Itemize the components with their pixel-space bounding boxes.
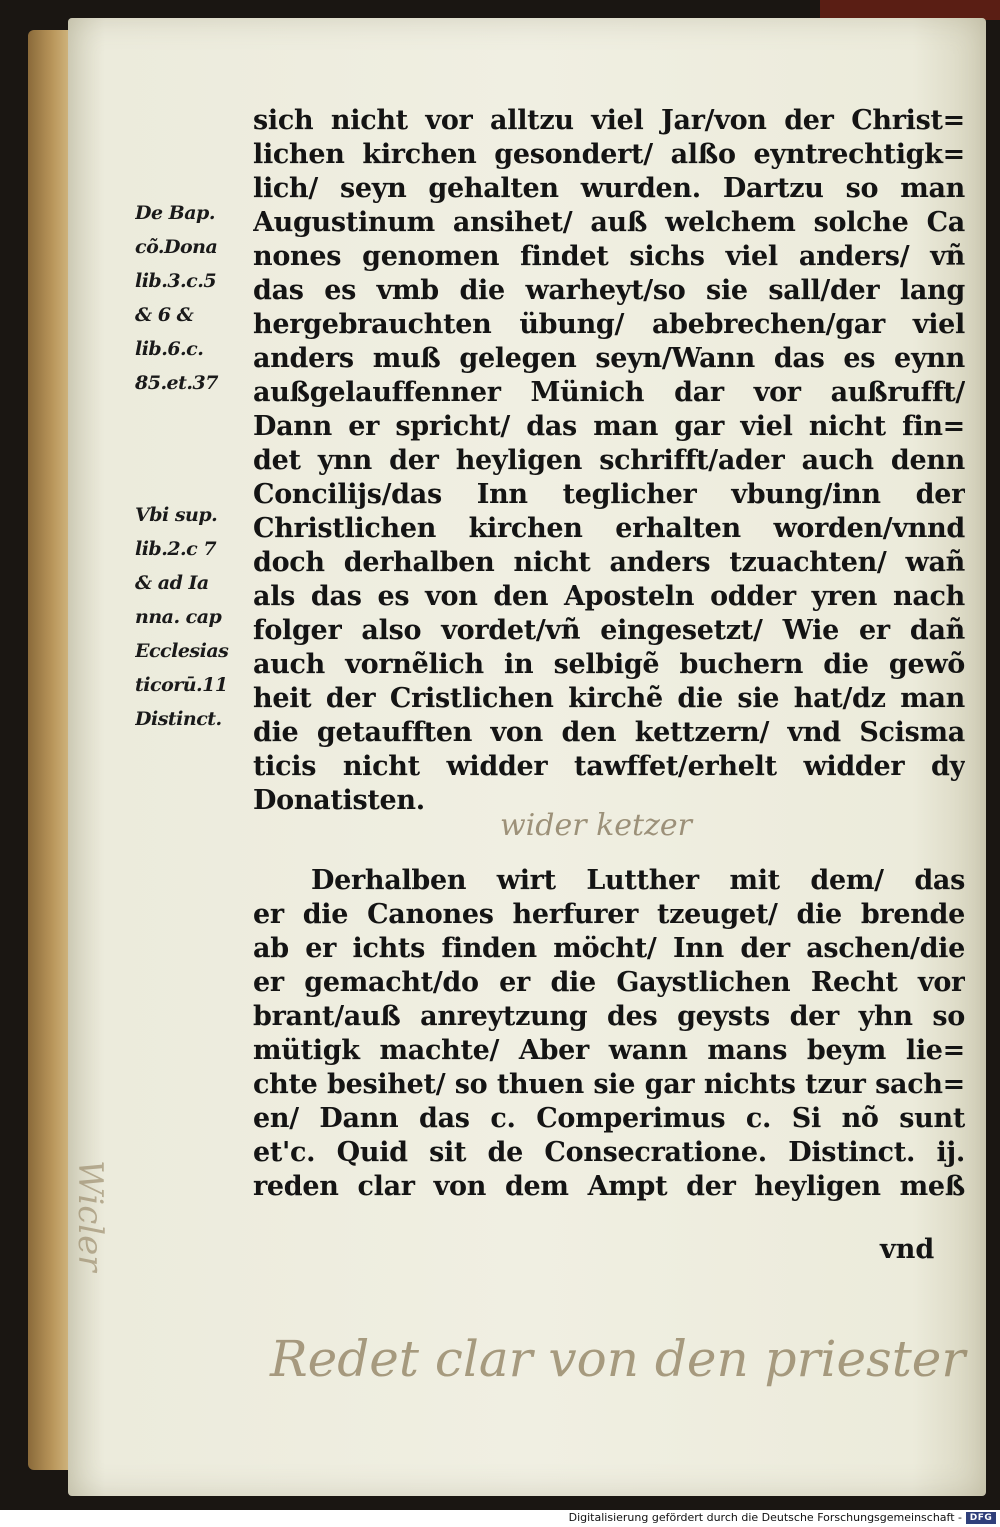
digitization-footer [0,1510,1000,1527]
text-line: hergebrauchten übung/ abebrechen/gar viel [253,309,965,340]
text-line: ticis nicht widder tawffet/erhelt widder dy [253,751,965,782]
paragraph [253,864,965,1204]
paragraph [253,104,965,818]
margin-line: cõ.Dona [135,236,218,258]
funding-credit: Digitalisierung gefördert durch die Deutsche Forschungsgemeinschaft - [568,1511,962,1524]
text-line: reden clar von dem Ampt der heyligen meß [253,1171,965,1202]
margin-line: Ecclesias [135,640,229,662]
catchword: vnd [880,1234,935,1265]
marginal-notes [135,196,253,736]
margin-reference-block [135,498,253,736]
handwritten-bottom-note: Redet clar von den priester [270,1330,966,1388]
margin-line: & 6 & [135,304,194,326]
margin-reference-block [135,196,253,400]
text-line: anders muß gelegen seyn/Wann das es eynn [253,343,965,374]
text-line: das es vmb die warheyt/so sie sall/der lang [253,275,965,306]
margin-line: De Bap. [135,202,215,224]
margin-line: & ad Ia [135,572,209,594]
text-line: lichen kirchen gesondert/ alßo eyntrechtigk= [253,139,965,170]
text-line: doch derhalben nicht anders tzuachten/ wañ [253,547,965,578]
text-line: lich/ seyn gehalten wurden. Dartzu so man [253,173,965,204]
text-line: et'c. Quid sit de Consecratione. Distinct. ij. [253,1137,965,1168]
margin-line: Distinct. [135,708,222,730]
text-line: mütigk machte/ Aber wann mans beym lie= [253,1035,965,1066]
margin-line: ticorū.11 [135,674,228,696]
text-line: sich nicht vor alltzu viel Jar/von der Christ= [253,105,965,136]
margin-line: nna. cap [135,606,222,628]
text-line: außgelauffenner Münich dar vor außrufft/ [253,377,965,408]
margin-line: lib.2.c 7 [135,538,217,560]
margin-line: Vbi sup. [135,504,218,526]
text-line: ab er ichts finden möcht/ Inn der aschen/die [253,933,965,964]
text-line: chte besihet/ so thuen sie gar nichts tzur sach= [253,1069,965,1100]
text-line: er die Canones herfurer tzeuget/ die brende [253,899,965,930]
text-line: det ynn der heyligen schrifft/ader auch denn [253,445,965,476]
margin-line: lib.3.c.5 [135,270,217,292]
text-line: die getaufften von den kettzern/ vnd Scisma [253,717,965,748]
handwritten-annotation: wider ketzer [500,808,692,843]
text-line: brant/auß anreytzung des geysts der yhn so [253,1001,965,1032]
dfg-logo: DFG [966,1512,996,1524]
margin-line: lib.6.c. [135,338,204,360]
text-line: auch vornẽlich in selbigẽ buchern die gewõ [253,649,965,680]
page-body-text [253,104,965,1204]
text-line: Augustinum ansihet/ auß welchem solche Ca [253,207,965,238]
text-line: en/ Dann das c. Comperimus c. Si nõ sunt [253,1103,965,1134]
text-line: Christlichen kirchen erhalten worden/vnnd [253,513,965,544]
text-line: nones genomen findet sichs viel anders/ vñ [253,241,965,272]
text-line: Donatisten. [253,785,425,816]
text-line: heit der Cristlichen kirchẽ die sie hat/dz man [253,683,965,714]
handwritten-margin-note: Wicler [70,1160,110,1272]
margin-line: 85.et.37 [135,372,218,394]
text-line: als das es von den Aposteln odder yren nach [253,581,965,612]
text-line: folger also vordet/vñ eingesetzt/ Wie er dañ [253,615,965,646]
text-line: Dann er spricht/ das man gar viel nicht fin= [253,411,965,442]
text-line: Derhalben wirt Lutther mit dem/ das [311,865,965,896]
book-cover-corner [820,0,1000,20]
text-line: Concilijs/das Inn teglicher vbung/inn der [253,479,965,510]
text-line: er gemacht/do er die Gaystlichen Recht vor [253,967,965,998]
